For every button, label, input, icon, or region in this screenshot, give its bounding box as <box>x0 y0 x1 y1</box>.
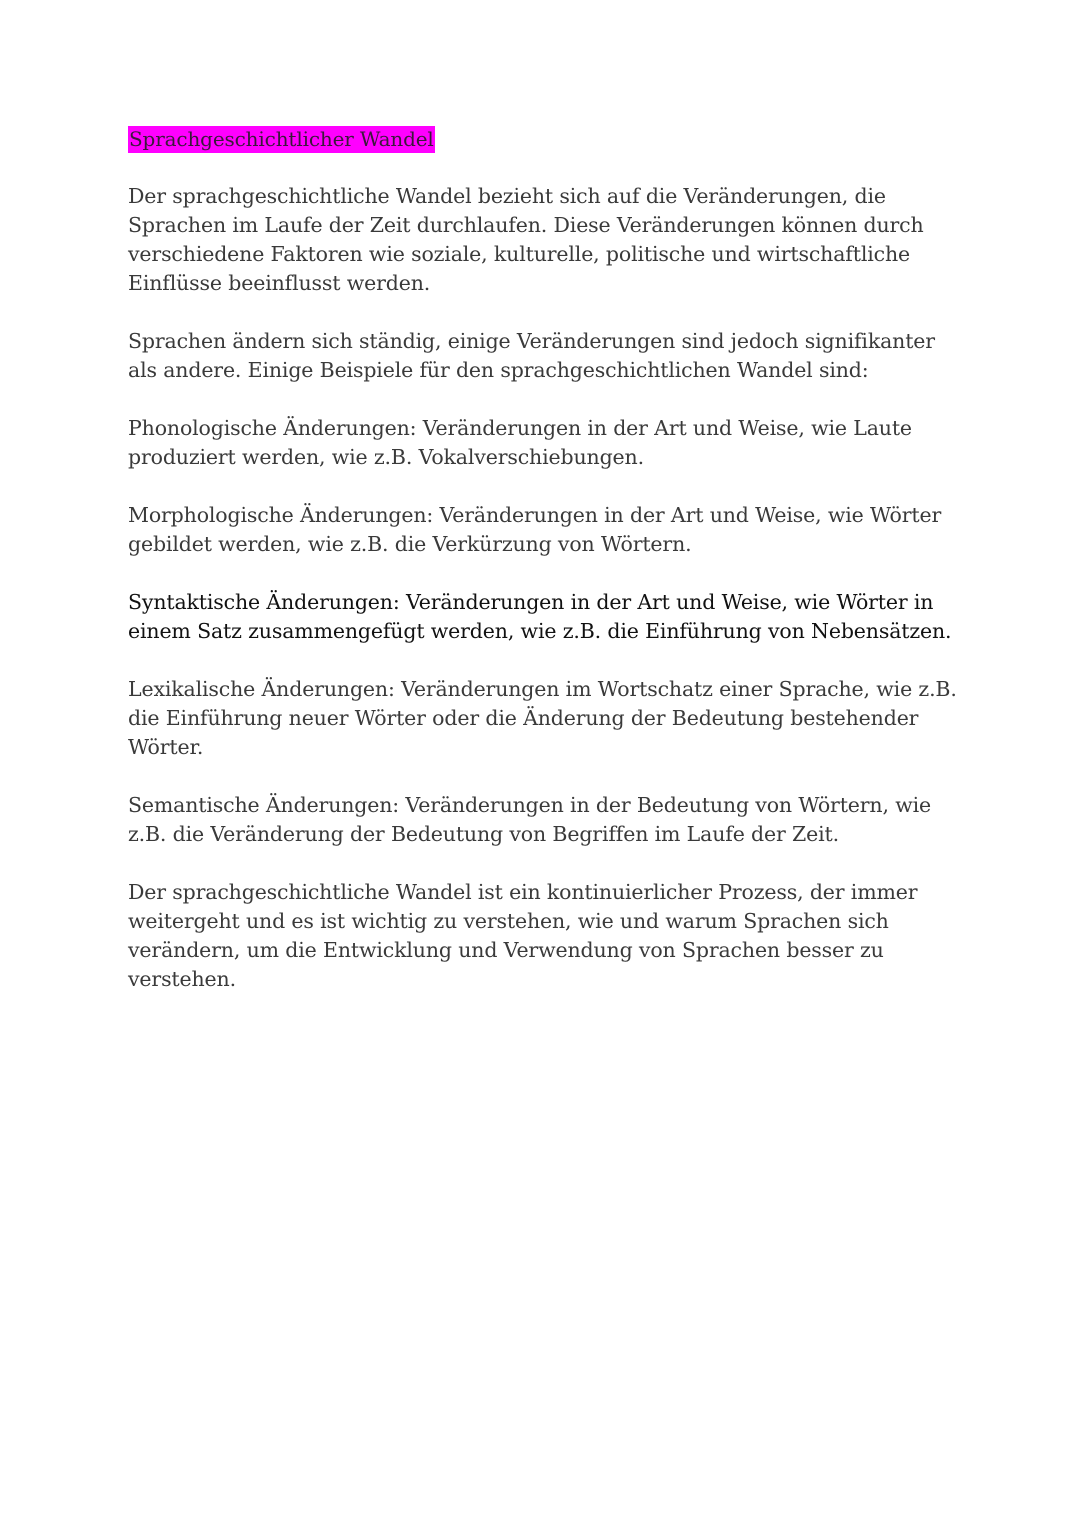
paragraph-lexical: Lexikalische Änderungen: Veränderungen im Wortschatz einer Sprache, wie z.B. die Einführung neuer Wörter oder die Änderung der Bedeutung bestehender Wörter. <box>128 677 957 759</box>
paragraph-phonological: Phonologische Änderungen: Veränderungen in der Art und Weise, wie Laute produziert werden, wie z.B. Vokalverschiebungen. <box>128 416 912 469</box>
title-highlight: Sprachgeschichtlicher Wandel <box>129 127 434 151</box>
document-body <box>128 125 958 1023</box>
paragraph-syntactic: Syntaktische Änderungen: Veränderungen in der Art und Weise, wie Wörter in einem Satz zusammengefügt werden, wie z.B. die Einführung von Nebensätzen. <box>128 590 952 643</box>
paragraph-morphological: Morphologische Änderungen: Veränderungen in der Art und Weise, wie Wörter gebildet werden, wie z.B. die Verkürzung von Wörtern. <box>128 503 942 556</box>
paragraph-semantic: Semantische Änderungen: Veränderungen in der Bedeutung von Wörtern, wie z.B. die Veränderung der Bedeutung von Begriffen im Laufe der Zeit. <box>128 793 931 846</box>
paragraph-intro: Der sprachgeschichtliche Wandel bezieht sich auf die Veränderungen, die Sprachen im Laufe der Zeit durchlaufen. Diese Veränderungen können durch verschiedene Faktoren wie soziale, kulturelle, politische und wirtschaftliche Einflüsse beeinflusst werden. <box>128 184 924 295</box>
document-title <box>128 125 958 154</box>
paragraph-conclusion: Der sprachgeschichtliche Wandel ist ein kontinuierlicher Prozess, der immer weitergeht und es ist wichtig zu verstehen, wie und warum Sprachen sich verändern, um die Entwicklung und Verwendung von Sprachen besser zu verstehen. <box>128 880 918 991</box>
paragraph-examples-intro: Sprachen ändern sich ständig, einige Veränderungen sind jedoch signifikanter als andere. Einige Beispiele für den sprachgeschichtlichen Wandel sind: <box>128 329 935 382</box>
